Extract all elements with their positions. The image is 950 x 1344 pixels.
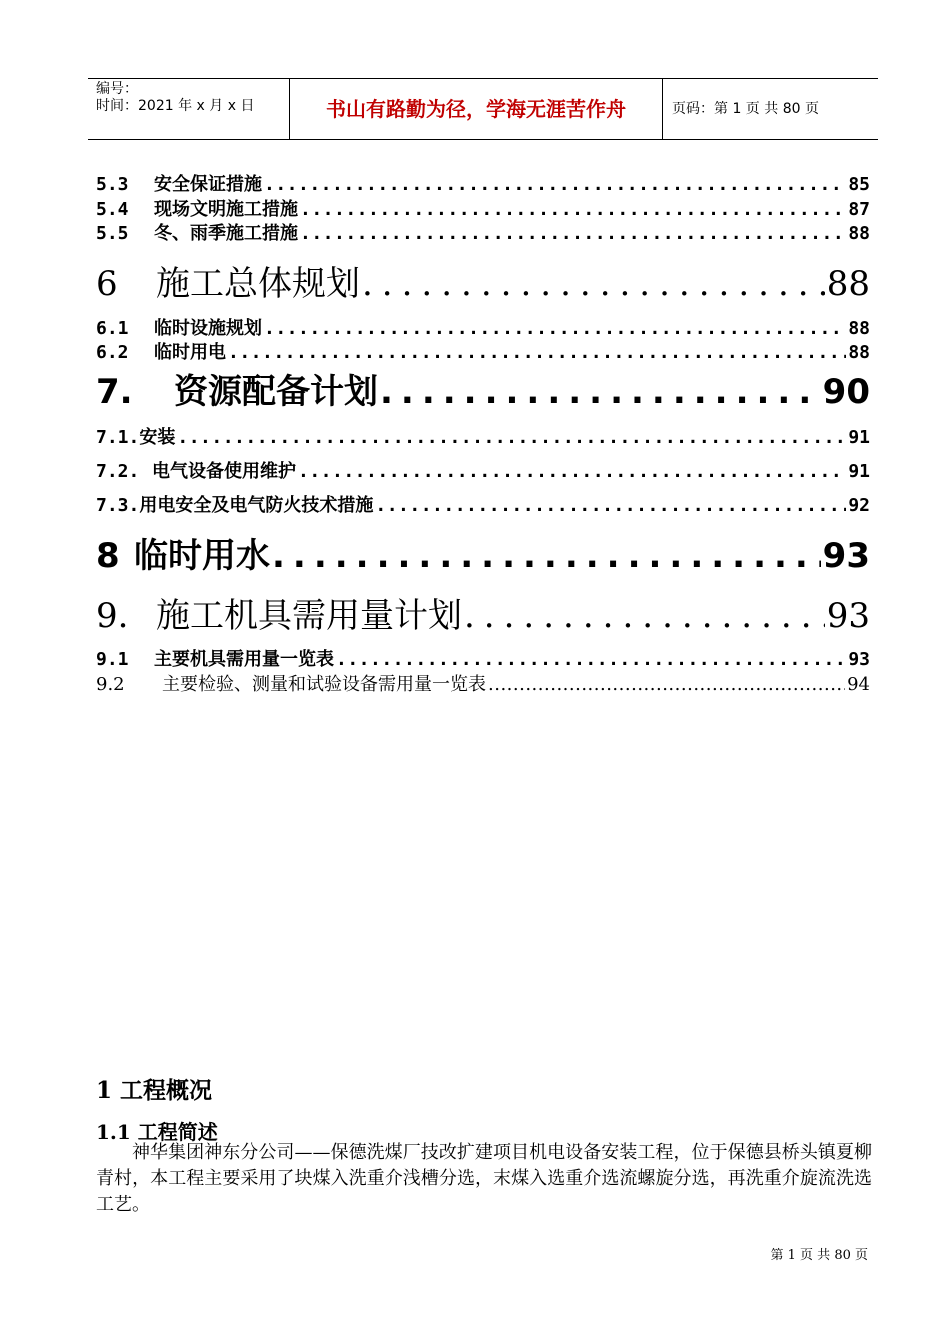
toc-page: 90 (822, 372, 870, 412)
toc-leader (177, 427, 846, 448)
toc-title: 临时用水 (134, 536, 270, 576)
toc-leader (375, 495, 846, 516)
toc-title: 安全保证措施 (154, 174, 262, 195)
toc-title: 资源配备计划 (174, 372, 378, 412)
toc-title: 电气设备使用维护 (152, 461, 296, 482)
toc-leader (488, 674, 845, 695)
toc-number: 7.3. (96, 495, 140, 516)
number-label: 编号： (96, 81, 138, 97)
toc-number: 5.4 (96, 199, 129, 220)
toc-title: 用电安全及电气防火技术措施 (139, 495, 374, 516)
header-meta (96, 81, 286, 115)
toc-title: 施工总体规划 (156, 264, 360, 304)
toc-page: 91 (848, 427, 870, 448)
toc-page: 87 (848, 199, 870, 220)
toc-page: 91 (848, 461, 870, 482)
toc-number: 9.1 (96, 649, 129, 670)
toc-number: 5.5 (96, 223, 129, 244)
toc-page: 85 (848, 174, 870, 195)
toc-leader (362, 264, 825, 304)
header-motto: 书山有路勤为径，学海无涯苦作舟 (326, 97, 626, 121)
time-label: 时间：2021 年 x 月 x 日 (96, 98, 255, 114)
toc-entry[interactable] (96, 338, 870, 364)
toc-entry[interactable] (96, 219, 870, 245)
toc-title: 临时用电 (154, 342, 226, 363)
toc-leader (272, 536, 821, 576)
toc-entry[interactable] (96, 195, 870, 221)
toc-title: 主要机具需用量一览表 (154, 649, 334, 670)
toc-number: 9.2 (96, 674, 125, 695)
toc-leader (300, 223, 846, 244)
toc-number: 5.3 (96, 174, 129, 195)
toc-entry[interactable] (96, 314, 870, 340)
toc-number: 9. (96, 596, 129, 636)
toc-page: 93 (826, 596, 870, 636)
toc-leader (264, 318, 846, 339)
toc-entry[interactable] (96, 423, 870, 449)
toc-entry[interactable] (96, 457, 870, 483)
toc-number: 7.2. (96, 461, 140, 482)
header-page-info: 页码：第 1 页 共 80 页 (672, 101, 819, 117)
toc-title: 安装 (139, 427, 176, 448)
toc-page: 93 (822, 536, 870, 576)
toc-number: 7.1. (96, 427, 140, 448)
toc-page: 88 (848, 318, 870, 339)
toc-number: 6.2 (96, 342, 129, 363)
toc-title: 主要检验、测量和试验设备需用量一览表 (162, 674, 486, 695)
toc-title: 临时设施规划 (154, 318, 262, 339)
toc-number: 6.1 (96, 318, 129, 339)
toc-title: 现场文明施工措施 (154, 199, 298, 220)
toc-entry[interactable] (96, 364, 870, 413)
toc-entry[interactable] (96, 670, 870, 696)
toc-entry[interactable] (96, 491, 870, 517)
toc-page: 94 (847, 674, 870, 695)
body-paragraph: 神华集团神东分公司——保德洗煤厂技改扩建项目机电设备安装工程，位于保德县桥头镇夏柳青村，本工程主要采用了块煤入洗重介浅槽分选，末煤入选重介选流螺旋分选，再洗重介旋流洗选工艺。 (96, 1142, 872, 1215)
toc-page: 88 (826, 264, 870, 304)
toc-page: 92 (848, 495, 870, 516)
subsection-heading: 1.1 工程简述 (96, 1120, 218, 1144)
toc-leader (228, 342, 846, 363)
toc-leader (300, 199, 846, 220)
section-heading: 1 工程概况 (96, 1077, 213, 1104)
toc-leader (464, 596, 825, 636)
toc-page: 93 (848, 649, 870, 670)
toc-leader (380, 372, 821, 412)
toc-entry[interactable] (96, 528, 870, 577)
toc-entry[interactable] (96, 170, 870, 196)
toc-entry[interactable] (96, 645, 870, 671)
toc-leader (298, 461, 846, 482)
toc-entry[interactable] (96, 588, 870, 637)
toc-entry[interactable] (96, 256, 870, 305)
toc-page: 88 (848, 342, 870, 363)
toc-page: 88 (848, 223, 870, 244)
toc-title: 冬、雨季施工措施 (154, 223, 298, 244)
toc-number: 6 (96, 264, 118, 304)
header-divider (662, 79, 663, 139)
toc-leader (336, 649, 846, 670)
page-header (88, 78, 878, 140)
toc-number: 7. (96, 372, 133, 412)
page-footer: 第 1 页 共 80 页 (770, 1248, 868, 1263)
toc-number: 8 (96, 536, 120, 576)
toc-title: 施工机具需用量计划 (156, 596, 462, 636)
toc-leader (264, 174, 846, 195)
